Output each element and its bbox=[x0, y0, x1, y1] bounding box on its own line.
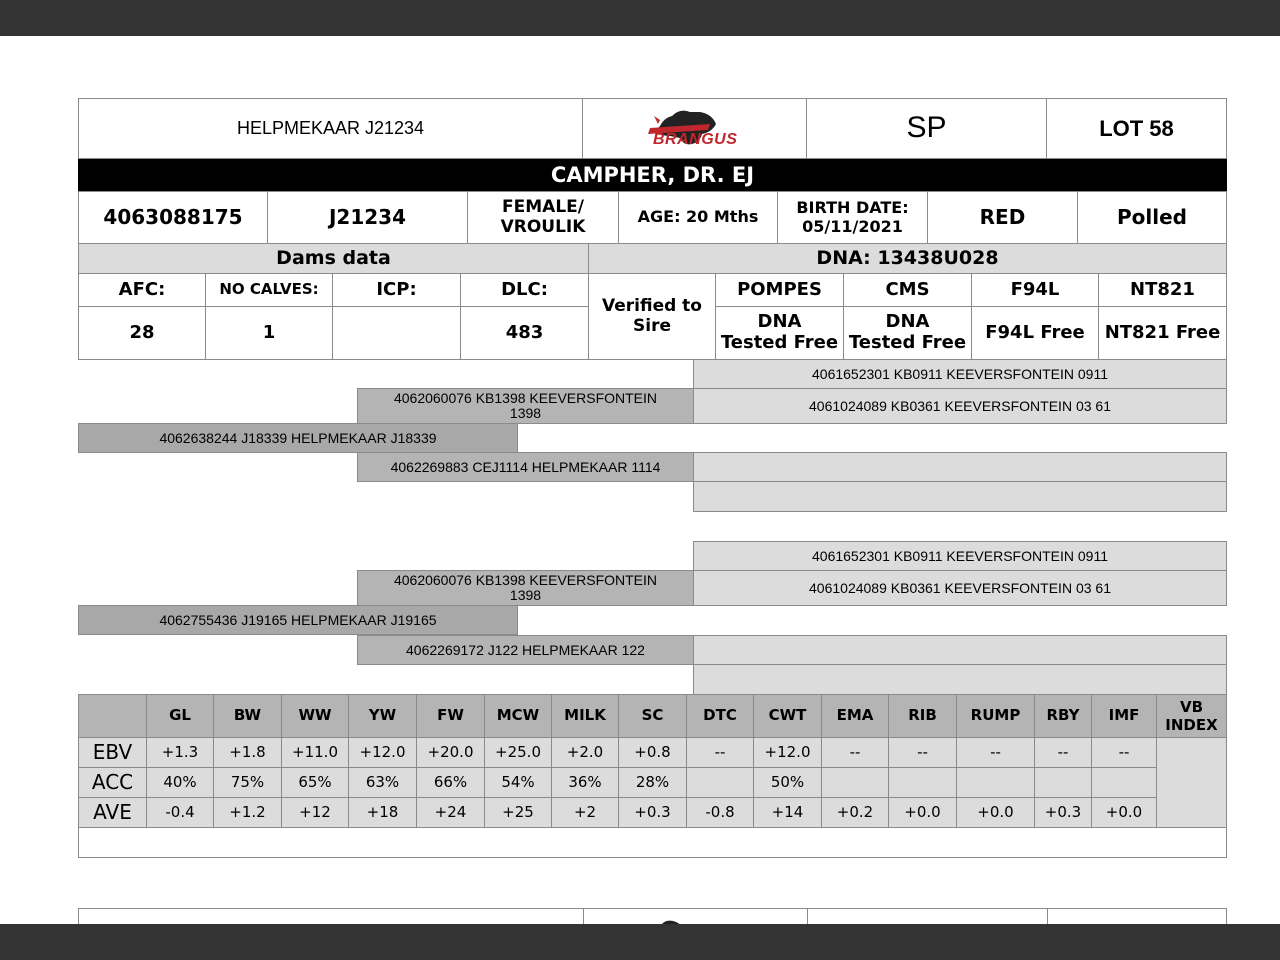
ebv-cell-text: +2.0 bbox=[566, 742, 604, 761]
ebv-cell bbox=[146, 797, 214, 828]
ebv-cell bbox=[213, 797, 282, 828]
verified-to-sire-cell bbox=[588, 273, 716, 360]
ebv-column-header-text: RBY bbox=[1046, 706, 1080, 725]
ebv-column-header-text: DTC bbox=[703, 706, 737, 725]
sex-cell bbox=[467, 191, 619, 244]
ebv-cell-text: +11.0 bbox=[292, 742, 338, 761]
ebv-cell bbox=[1034, 767, 1092, 798]
dams-data-title-cell bbox=[78, 243, 589, 274]
ebv-column-header bbox=[348, 694, 417, 738]
vb-index-value bbox=[1156, 737, 1227, 828]
ebv-cell-text: +12 bbox=[299, 802, 331, 821]
ebv-cell-text: +1.3 bbox=[161, 742, 199, 761]
viewer-bottom-bar bbox=[0, 924, 1280, 960]
ebv-cell bbox=[753, 767, 822, 798]
horn-status: Polled bbox=[1117, 205, 1187, 229]
ebv-cell bbox=[551, 737, 619, 768]
ebv-cell bbox=[821, 797, 889, 828]
sex-line-2: VROULIK bbox=[500, 216, 586, 237]
ebv-cell-text: 28% bbox=[635, 772, 670, 791]
ebv-cell bbox=[416, 737, 485, 768]
ebv-cell bbox=[484, 737, 552, 768]
ebv-cell-text: 40% bbox=[163, 772, 197, 791]
icp-value-cell bbox=[332, 306, 461, 360]
sire-grandparent-bottom bbox=[357, 452, 694, 482]
ebv-column-header-text: MCW bbox=[496, 706, 540, 725]
nt821-result-cell bbox=[1098, 306, 1227, 360]
ebv-column-header-text: EMA bbox=[836, 706, 874, 725]
ebv-column-header bbox=[618, 694, 687, 738]
ebv-row-label-text: AVE bbox=[93, 800, 132, 824]
afc-header bbox=[78, 273, 206, 307]
ebv-cell bbox=[618, 737, 687, 768]
pompes-result-line-1: DNA bbox=[757, 311, 802, 333]
ebv-column-header bbox=[213, 694, 282, 738]
ebv-cell-text: +12.0 bbox=[764, 742, 811, 761]
verified-line-2: Sire bbox=[633, 315, 671, 336]
nt821-header bbox=[1098, 273, 1227, 307]
ebv-cell bbox=[213, 737, 282, 768]
ebv-cell-text: +0.8 bbox=[634, 742, 671, 761]
f94l-header bbox=[971, 273, 1099, 307]
ebv-cell bbox=[281, 737, 349, 768]
ebv-cell bbox=[551, 797, 619, 828]
pedigree-text: 4061652301 KB0911 KEEVERSFONTEIN 0911 bbox=[812, 365, 1108, 382]
cms-result-line-2: Tested Free bbox=[848, 332, 967, 353]
vb-index-label: VB bbox=[1179, 698, 1204, 716]
no-calves-value-cell bbox=[205, 306, 333, 360]
pompes-result-line-2: Tested Free bbox=[720, 332, 839, 353]
birth-date-cell bbox=[777, 191, 928, 244]
dna-number: DNA: 13438U028 bbox=[816, 246, 999, 269]
ebv-cell-text: -- bbox=[917, 742, 928, 761]
pedigree-text: 4062269172 J122 HELPMEKAAR 122 bbox=[406, 641, 645, 658]
ebv-column-header bbox=[281, 694, 349, 738]
ebv-cell-text: 75% bbox=[230, 772, 265, 791]
ebv-cell bbox=[416, 797, 485, 828]
f94l-result-cell bbox=[971, 306, 1099, 360]
ebv-cell-text: 50% bbox=[770, 772, 805, 791]
ebv-cell-text: +0.0 bbox=[904, 802, 941, 821]
ebv-cell-text: -- bbox=[714, 742, 726, 761]
f94l-label: F94L bbox=[1010, 278, 1060, 300]
dlc-value: 483 bbox=[505, 321, 544, 343]
ebv-column-header-text: MILK bbox=[564, 706, 606, 725]
ebv-cell-text: -0.8 bbox=[705, 802, 735, 821]
ebv-cell bbox=[416, 767, 485, 798]
cms-result-cell bbox=[843, 306, 972, 360]
nt821-label: NT821 bbox=[1130, 278, 1195, 300]
ebv-corner-cell bbox=[78, 694, 147, 738]
ebv-row-label bbox=[78, 737, 147, 768]
ebv-cell-text: 63% bbox=[365, 772, 400, 791]
sire-great-grandparent-1 bbox=[693, 359, 1227, 389]
dam-great-grandparent-4 bbox=[693, 664, 1227, 695]
ebv-cell bbox=[618, 797, 687, 828]
dams-data-title: Dams data bbox=[276, 246, 391, 269]
sire-great-grandparent-4 bbox=[693, 481, 1227, 512]
ebv-cell bbox=[686, 767, 754, 798]
ebv-cell bbox=[484, 767, 552, 798]
ebv-cell bbox=[618, 767, 687, 798]
ebv-cell bbox=[956, 737, 1035, 768]
ebv-cell-text: -- bbox=[990, 742, 1001, 761]
ebv-cell bbox=[956, 767, 1035, 798]
pedigree-text: 4061652301 KB0911 KEEVERSFONTEIN 0911 bbox=[812, 547, 1108, 564]
ebv-cell-text: +0.3 bbox=[634, 802, 671, 821]
ebv-cell-text: -- bbox=[1118, 742, 1130, 761]
birth-date-label: BIRTH DATE: bbox=[796, 198, 909, 218]
ebv-cell bbox=[146, 767, 214, 798]
lot-prefix: LOT 5 bbox=[1099, 115, 1162, 141]
pedigree-text-line-2: 1398 bbox=[509, 587, 542, 603]
pompes-result-cell bbox=[715, 306, 844, 360]
ebv-cell-text: -- bbox=[849, 742, 861, 761]
colour: RED bbox=[979, 205, 1026, 229]
icp-header bbox=[332, 273, 461, 307]
animal-name: HELPMEKAAR J21234 bbox=[236, 118, 425, 139]
icp-label: ICP: bbox=[376, 278, 417, 300]
ebv-cell bbox=[753, 737, 822, 768]
ebv-cell bbox=[888, 797, 957, 828]
ebv-cell bbox=[1034, 737, 1092, 768]
ebv-column-header bbox=[551, 694, 619, 738]
dlc-label: DLC: bbox=[501, 278, 548, 300]
ebv-table-footer bbox=[78, 827, 1227, 858]
ebv-column-header-text: WW bbox=[298, 706, 332, 725]
category: SP bbox=[906, 111, 947, 145]
ebv-column-header-text: CWT bbox=[768, 706, 807, 725]
ebv-cell bbox=[821, 767, 889, 798]
birth-date: 05/11/2021 bbox=[802, 216, 903, 236]
ebv-cell bbox=[146, 737, 214, 768]
dna-cell bbox=[588, 243, 1227, 274]
lot-cell bbox=[1046, 98, 1227, 159]
ebv-row-label-text: ACC bbox=[91, 770, 134, 794]
ebv-cell bbox=[348, 797, 417, 828]
pedigree-text-line-1: 4062060076 KB1398 KEEVERSFONTEIN bbox=[393, 389, 658, 406]
dam-great-grandparent-2 bbox=[693, 570, 1227, 606]
ebv-cell bbox=[281, 767, 349, 798]
ebv-cell-text: +25 bbox=[502, 802, 534, 821]
ebv-cell bbox=[686, 737, 754, 768]
sire-grandparent-top bbox=[357, 388, 694, 424]
ebv-column-header-text: YW bbox=[368, 706, 397, 725]
dam-great-grandparent-3 bbox=[693, 635, 1227, 665]
sire-parent bbox=[78, 423, 518, 453]
horn-status-cell bbox=[1077, 191, 1227, 244]
ebv-column-header bbox=[753, 694, 822, 738]
ebv-cell bbox=[686, 797, 754, 828]
ebv-cell-text: +18 bbox=[366, 802, 399, 821]
ebv-column-header-text: RIB bbox=[908, 706, 937, 725]
ebv-cell-text: +2 bbox=[573, 802, 597, 821]
ebv-column-header bbox=[888, 694, 957, 738]
nt821-result: NT821 Free bbox=[1104, 321, 1221, 343]
reg-number: 4063088175 bbox=[103, 205, 243, 229]
ebv-cell-text: 54% bbox=[501, 772, 535, 791]
ebv-cell-text: -0.4 bbox=[165, 802, 195, 821]
ebv-cell-text: +20.0 bbox=[427, 742, 474, 761]
ebv-cell bbox=[753, 797, 822, 828]
dam-parent bbox=[78, 605, 518, 635]
colour-cell bbox=[927, 191, 1078, 244]
pedigree-text: 4062638244 J18339 HELPMEKAAR J18339 bbox=[159, 429, 437, 446]
ebv-cell-text: +0.0 bbox=[1105, 802, 1143, 821]
ebv-cell bbox=[348, 767, 417, 798]
pedigree-text: 4062269883 CEJ1114 HELPMEKAAR 1114 bbox=[390, 458, 661, 475]
ebv-cell-text: +24 bbox=[434, 802, 467, 821]
ebv-column-header-text: FW bbox=[437, 706, 464, 725]
age-cell bbox=[618, 191, 778, 244]
ebv-cell-text: -- bbox=[1057, 742, 1069, 761]
ebv-cell-text: +14 bbox=[771, 802, 804, 821]
pompes-header bbox=[715, 273, 844, 307]
vb-index-label: INDEX bbox=[1165, 716, 1218, 734]
ebv-cell-text: 36% bbox=[568, 772, 602, 791]
ebv-row-label bbox=[78, 797, 147, 828]
ebv-column-header bbox=[484, 694, 552, 738]
pompes-label: POMPES bbox=[737, 278, 822, 300]
sire-great-grandparent-2 bbox=[693, 388, 1227, 424]
ebv-column-header-text: GL bbox=[169, 706, 191, 725]
cms-label: CMS bbox=[885, 278, 930, 300]
logo-text: BRANGUS bbox=[653, 131, 738, 148]
afc-value: 28 bbox=[129, 321, 155, 343]
category-cell bbox=[806, 98, 1047, 159]
ebv-cell bbox=[213, 767, 282, 798]
animal-id-cell bbox=[267, 191, 468, 244]
pedigree-text-line-2: 1398 bbox=[509, 405, 542, 421]
sex-line-1: FEMALE/ bbox=[502, 196, 584, 217]
afc-value-cell bbox=[78, 306, 206, 360]
ebv-cell-text: 65% bbox=[298, 772, 332, 791]
ebv-cell-text: +25.0 bbox=[495, 742, 541, 761]
ebv-cell-text: 66% bbox=[433, 772, 468, 791]
ebv-cell-text: +0.2 bbox=[836, 802, 874, 821]
dam-grandparent-top bbox=[357, 570, 694, 606]
ebv-column-header bbox=[416, 694, 485, 738]
ebv-column-header-text: BW bbox=[233, 706, 262, 725]
verified-line-1: Verified to bbox=[602, 295, 702, 316]
no-calves-header bbox=[205, 273, 333, 307]
ebv-cell bbox=[888, 737, 957, 768]
dlc-value-cell bbox=[460, 306, 589, 360]
age: AGE: 20 Mths bbox=[637, 207, 759, 227]
ebv-column-header-text: IMF bbox=[1108, 706, 1140, 725]
ebv-cell bbox=[821, 737, 889, 768]
animal-name-cell bbox=[78, 98, 583, 159]
ebv-cell bbox=[281, 797, 349, 828]
ebv-column-header-text: SC bbox=[641, 706, 664, 725]
ebv-cell-text: +0.3 bbox=[1044, 802, 1082, 821]
afc-label: AFC: bbox=[118, 278, 166, 300]
sire-great-grandparent-3 bbox=[693, 452, 1227, 482]
ebv-cell-text: +12.0 bbox=[359, 742, 406, 761]
ebv-cell-text: +0.0 bbox=[977, 802, 1014, 821]
dlc-header bbox=[460, 273, 589, 307]
f94l-result: F94L Free bbox=[985, 321, 1085, 343]
cms-result-line-1: DNA bbox=[885, 311, 930, 333]
ebv-column-header-text: RUMP bbox=[970, 706, 1021, 725]
ebv-cell bbox=[484, 797, 552, 828]
ebv-column-header bbox=[821, 694, 889, 738]
dam-grandparent-bottom bbox=[357, 635, 694, 665]
ebv-column-header bbox=[1091, 694, 1157, 738]
ebv-cell bbox=[1091, 767, 1157, 798]
pedigree-text: 4062755436 J19165 HELPMEKAAR J19165 bbox=[159, 611, 437, 628]
breeder-bar bbox=[78, 159, 1227, 191]
ebv-column-header bbox=[686, 694, 754, 738]
ebv-cell bbox=[1034, 797, 1092, 828]
pedigree-text: 4061024089 KB0361 KEEVERSFONTEIN 03 61 bbox=[809, 397, 1111, 414]
ebv-cell bbox=[1091, 737, 1157, 768]
ebv-cell bbox=[1091, 797, 1157, 828]
ebv-column-header bbox=[956, 694, 1035, 738]
pedigree-text: 4061024089 KB0361 KEEVERSFONTEIN 03 61 bbox=[809, 579, 1111, 596]
lot-suffix: 8 bbox=[1161, 115, 1174, 141]
no-calves-label: NO CALVES: bbox=[219, 280, 319, 299]
cms-header bbox=[843, 273, 972, 307]
no-calves-value: 1 bbox=[262, 321, 276, 343]
ebv-column-header bbox=[146, 694, 214, 738]
animal-id: J21234 bbox=[328, 205, 407, 229]
ebv-cell bbox=[348, 737, 417, 768]
ebv-cell bbox=[888, 767, 957, 798]
reg-number-cell bbox=[78, 191, 268, 244]
dam-great-grandparent-1 bbox=[693, 541, 1227, 571]
ebv-cell bbox=[956, 797, 1035, 828]
breeder-name: CAMPHER, DR. EJ bbox=[550, 162, 755, 187]
viewer-top-bar bbox=[0, 0, 1280, 36]
ebv-cell bbox=[551, 767, 619, 798]
ebv-column-header bbox=[1034, 694, 1092, 738]
ebv-cell-text: +1.8 bbox=[229, 742, 266, 761]
ebv-row-label-text: EBV bbox=[92, 740, 133, 764]
ebv-cell-text: +1.2 bbox=[229, 802, 266, 821]
pedigree-text-line-1: 4062060076 KB1398 KEEVERSFONTEIN bbox=[393, 571, 658, 588]
ebv-row-label bbox=[78, 767, 147, 798]
vb-index-header bbox=[1156, 694, 1227, 738]
brangus-logo bbox=[582, 98, 807, 159]
